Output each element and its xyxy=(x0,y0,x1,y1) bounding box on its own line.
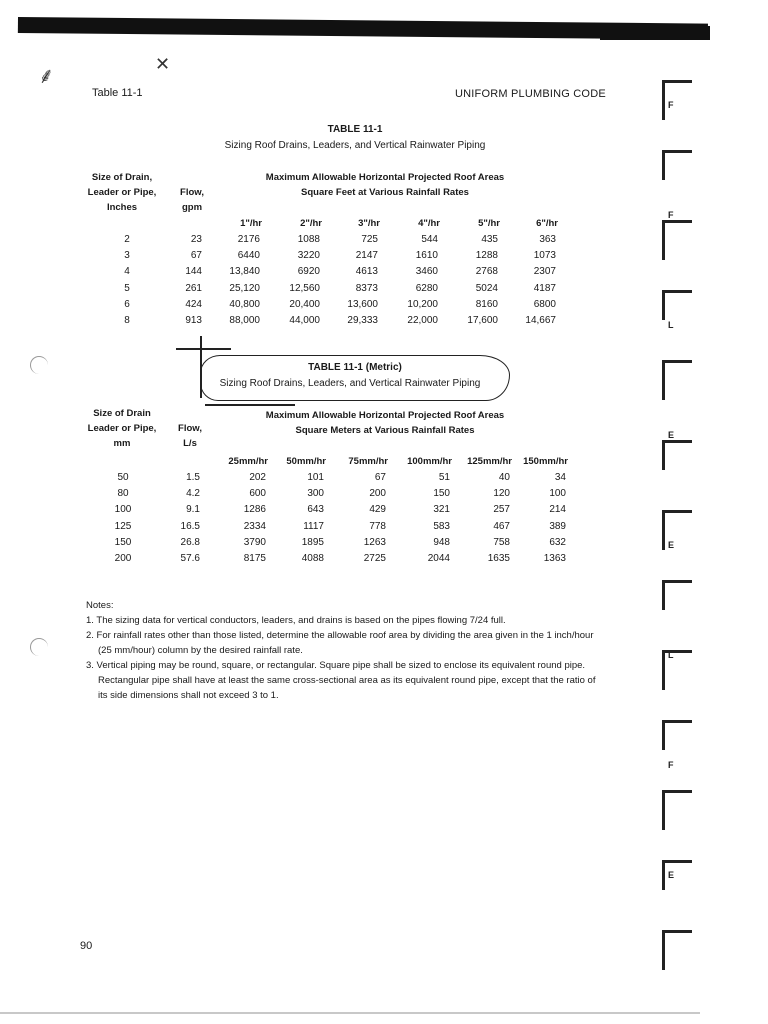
area-cell: 40,800 xyxy=(229,298,260,310)
metric-table-subtitle: Sizing Roof Drains, Leaders, and Vertical Rainwater Piping xyxy=(219,378,481,389)
tab-divider-mark xyxy=(662,720,692,750)
tab-divider-mark xyxy=(662,860,692,890)
area-cell: 467 xyxy=(493,520,510,532)
area-cell: 13,600 xyxy=(347,298,378,310)
rate-header: 2"/hr xyxy=(300,218,322,229)
handwritten-stroke xyxy=(176,348,231,350)
area-cell: 8373 xyxy=(355,282,378,294)
notes-section xyxy=(86,598,606,703)
area-cell: 1895 xyxy=(301,536,324,548)
area-cell: 583 xyxy=(433,520,450,532)
area-cell: 67 xyxy=(374,472,386,483)
area-cell: 321 xyxy=(433,504,450,516)
area-cell: 10,200 xyxy=(407,298,438,310)
area-cell: 150 xyxy=(433,488,450,500)
tab-label: E xyxy=(668,430,675,440)
tab-divider-mark xyxy=(662,580,692,610)
area-cell: 725 xyxy=(361,234,378,245)
notes-heading: Notes: xyxy=(86,600,114,611)
area-cell: 257 xyxy=(493,504,510,516)
area-cell: 14,667 xyxy=(525,315,556,326)
flow-cell: 57.6 xyxy=(180,553,200,564)
flow-cell: 424 xyxy=(185,298,202,310)
area-cell: 6920 xyxy=(297,266,320,278)
running-head-left: Table 11-1 xyxy=(92,87,143,99)
flow-column-header: Flow, gpm xyxy=(180,187,204,213)
tab-divider-mark xyxy=(662,80,692,120)
tab-divider-mark xyxy=(662,220,692,260)
pen-mark-icon: ⸙ xyxy=(38,64,55,89)
area-cell: 6440 xyxy=(237,250,260,262)
area-cell: 51 xyxy=(438,472,450,483)
area-cell: 2725 xyxy=(363,553,386,564)
area-cell: 632 xyxy=(549,536,566,548)
tab-label: F xyxy=(668,210,674,220)
area-cell: 1635 xyxy=(487,553,510,564)
area-cell: 948 xyxy=(433,536,450,548)
area-cell: 435 xyxy=(481,234,498,245)
flow-cell: 144 xyxy=(185,266,202,278)
area-cell: 5024 xyxy=(475,282,498,294)
rate-header: 1"/hr xyxy=(240,218,262,229)
area-cell: 4187 xyxy=(533,282,556,294)
area-cell: 17,600 xyxy=(467,315,498,326)
area-cell: 3220 xyxy=(297,250,320,262)
rate-header: 50mm/hr xyxy=(286,456,326,467)
tab-divider-mark xyxy=(662,510,692,550)
area-cell: 758 xyxy=(493,536,510,548)
area-cell: 34 xyxy=(554,472,566,483)
area-cell: 1286 xyxy=(243,504,266,516)
area-cell: 13,840 xyxy=(229,266,260,278)
size-cell: 200 xyxy=(114,553,132,564)
table-subtitle: Sizing Roof Drains, Leaders, and Vertical Rainwater Piping xyxy=(224,140,486,151)
area-cell: 6280 xyxy=(415,282,438,294)
area-cell: 3790 xyxy=(243,536,266,548)
note-item: 1. The sizing data for vertical conductors, leaders, and drains is based on the pipes flowing 7/24 full. xyxy=(86,615,506,626)
tab-divider-mark xyxy=(662,790,692,830)
size-column-header: Size of Drain, Leader or Pipe, Inches xyxy=(87,172,157,213)
area-cell: 1363 xyxy=(543,553,566,564)
area-cell: 40 xyxy=(498,472,510,483)
tab-label: E xyxy=(668,870,675,880)
size-cell: 4 xyxy=(124,266,130,278)
binder-hole-icon xyxy=(30,638,48,656)
size-cell: 5 xyxy=(124,282,130,294)
rate-header: 6"/hr xyxy=(536,218,558,229)
rate-header: 150mm/hr xyxy=(523,456,568,467)
size-cell: 100 xyxy=(114,504,132,516)
area-cell: 4088 xyxy=(301,553,324,564)
area-cell: 1073 xyxy=(533,250,556,262)
metric-flow-column-header: Flow, L/s xyxy=(178,423,202,449)
area-cell: 8175 xyxy=(243,553,266,564)
tab-divider-mark xyxy=(662,650,692,690)
scan-bottom-edge xyxy=(0,1012,700,1014)
area-cell: 20,400 xyxy=(289,298,320,310)
area-cell: 200 xyxy=(369,488,386,500)
area-cell: 2768 xyxy=(475,266,498,278)
rate-header: 3"/hr xyxy=(358,218,380,229)
flow-cell: 4.2 xyxy=(186,488,200,500)
flow-cell: 67 xyxy=(190,250,202,262)
area-cell: 389 xyxy=(549,520,566,532)
area-cell: 12,560 xyxy=(289,282,320,294)
tab-label: F xyxy=(668,760,674,770)
area-cell: 1610 xyxy=(415,250,438,262)
flow-cell: 26.8 xyxy=(180,536,200,548)
scan-top-bar-tail xyxy=(600,26,710,40)
metric-size-column-header: Size of Drain Leader or Pipe, mm xyxy=(87,408,157,449)
flow-cell: 23 xyxy=(190,234,202,245)
tab-label: E xyxy=(668,540,675,550)
table-title: TABLE 11-1 xyxy=(327,124,383,135)
note-item: 2. For rainfall rates other than those listed, determine the allowable roof area by dividing the area given in the 1 inch/hour (25 mm/hour) column by the desired rainfall rate. xyxy=(86,630,594,656)
tab-label: L xyxy=(668,650,674,660)
area-cell: 2334 xyxy=(243,520,266,532)
tab-divider-mark xyxy=(662,930,692,970)
flow-cell: 913 xyxy=(185,315,202,326)
size-cell: 6 xyxy=(124,298,130,310)
area-cell: 25,120 xyxy=(229,282,260,294)
area-cell: 6800 xyxy=(533,298,556,310)
size-cell: 80 xyxy=(117,488,129,500)
binder-tab-strip xyxy=(662,40,708,970)
area-cell: 29,333 xyxy=(347,315,378,326)
area-cell: 643 xyxy=(307,504,324,516)
tab-divider-mark xyxy=(662,150,692,180)
area-cell: 8160 xyxy=(475,298,498,310)
flow-cell: 1.5 xyxy=(186,472,200,483)
running-head-right: UNIFORM PLUMBING CODE xyxy=(455,88,606,100)
area-cell: 88,000 xyxy=(229,315,260,326)
area-cell: 2176 xyxy=(237,234,260,245)
area-cell: 202 xyxy=(249,472,266,483)
area-cell: 2307 xyxy=(533,266,556,278)
tab-label: L xyxy=(668,320,674,330)
size-cell: 3 xyxy=(124,250,130,262)
area-cell: 544 xyxy=(421,234,438,245)
size-cell: 150 xyxy=(114,536,132,548)
rate-header: 5"/hr xyxy=(478,218,500,229)
area-cell: 44,000 xyxy=(289,315,320,326)
size-cell: 8 xyxy=(124,315,130,326)
page-number: 90 xyxy=(80,940,93,952)
area-cell: 120 xyxy=(493,488,510,500)
area-cell: 429 xyxy=(369,504,386,516)
x-mark-icon: ✕ xyxy=(155,54,171,75)
area-cell: 100 xyxy=(549,488,566,500)
area-cell: 2147 xyxy=(355,250,378,262)
area-cell: 1263 xyxy=(363,536,386,548)
size-cell: 2 xyxy=(124,234,130,245)
tab-divider-mark xyxy=(662,290,692,320)
rate-header: 25mm/hr xyxy=(228,456,268,467)
area-cell: 1088 xyxy=(297,234,320,245)
area-cell: 1288 xyxy=(475,250,498,262)
size-cell: 50 xyxy=(117,472,129,483)
rate-header: 75mm/hr xyxy=(348,456,388,467)
flow-cell: 16.5 xyxy=(180,520,200,532)
area-cell: 214 xyxy=(549,504,566,516)
rate-header: 125mm/hr xyxy=(467,456,512,467)
metric-area-heading: Maximum Allowable Horizontal Projected Roof Areas Square Meters at Various Rainfall Rates xyxy=(265,410,505,436)
flow-cell: 9.1 xyxy=(186,504,200,516)
area-cell: 101 xyxy=(307,472,324,483)
binder-hole-icon xyxy=(30,356,48,374)
size-cell: 125 xyxy=(114,520,132,532)
area-cell: 778 xyxy=(369,520,386,532)
area-cell: 1117 xyxy=(303,520,324,532)
tab-label: F xyxy=(668,100,674,110)
handwritten-stroke xyxy=(205,404,295,406)
tab-divider-mark xyxy=(662,360,692,400)
area-cell: 4613 xyxy=(355,266,378,278)
rate-header: 4"/hr xyxy=(418,218,440,229)
rate-header: 100mm/hr xyxy=(407,456,452,467)
area-cell: 3460 xyxy=(415,266,438,278)
tab-divider-mark xyxy=(662,440,692,470)
area-cell: 22,000 xyxy=(407,315,438,326)
metric-table-title: TABLE 11-1 (Metric) xyxy=(308,362,402,373)
flow-cell: 261 xyxy=(185,282,202,294)
area-cell: 2044 xyxy=(427,553,450,564)
area-cell: 600 xyxy=(249,488,266,500)
area-cell: 363 xyxy=(539,234,556,245)
note-item: 3. Vertical piping may be round, square, or rectangular. Square pipe shall be sized to enclose its equivalent round pipe. Rectangular pipe shall have at least the same cross-sectional area as its equivalent round pipe, except that the ratio of its side dimensions shall not exceed 3 to 1. xyxy=(86,660,596,701)
area-heading: Maximum Allowable Horizontal Projected Roof Areas Square Feet at Various Rainfall Rates xyxy=(265,172,505,198)
area-cell: 300 xyxy=(307,488,324,500)
